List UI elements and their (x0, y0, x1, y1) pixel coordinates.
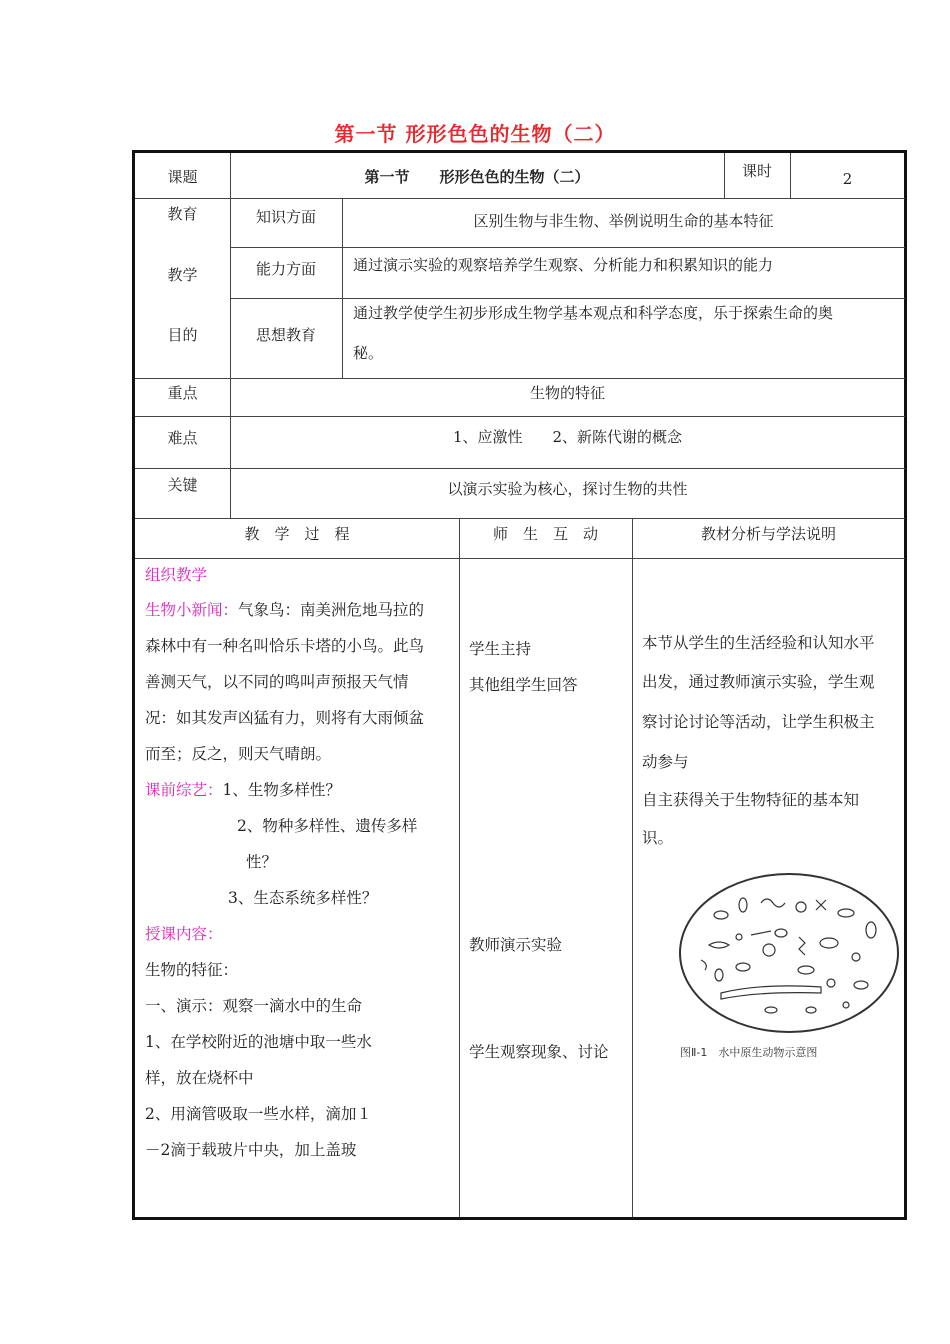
hours-value: 2 (842, 170, 853, 188)
content-line2: 一、演示：观察一滴水中的生命 (145, 997, 363, 1015)
organize-teaching: 组织教学 (145, 566, 208, 584)
divider (459, 518, 460, 1217)
ability-text: 通过演示实验的观察培养学生观察、分析能力和积累知识的能力 (353, 256, 774, 274)
news-line1 (145, 598, 424, 620)
analysis-line6: 识。 (642, 829, 674, 847)
pre-class-q1-text: 1、生物多样性？ (222, 781, 341, 799)
pre-class-q1 (145, 778, 341, 800)
content-line6: －2滴于载玻片中央，加上盖玻 (145, 1141, 357, 1159)
key-label: 关键 (167, 476, 198, 494)
news-line4: 况：如其发声凶猛有力，则将有大雨倾盆 (145, 709, 425, 727)
figure-caption: 图Ⅱ-1 水中原生动物示意图 (680, 1046, 818, 1059)
knowledge-label: 知识方面 (255, 208, 316, 226)
pre-class-label: 课前综艺： (145, 781, 223, 799)
column-header-analysis: 教材分析与学法说明 (700, 525, 836, 543)
interaction-line3: 教师演示实验 (469, 936, 563, 954)
idea-text-line1: 通过教学使学生初步形成生物学基本观点和科学态度，乐于探索生命的奥 (353, 304, 834, 322)
divider (230, 298, 905, 299)
divider (135, 198, 905, 199)
key-text: 以演示实验为核心，探讨生物的共性 (447, 480, 688, 498)
news-line5: 而至；反之，则天气晴朗。 (145, 745, 332, 763)
news-line3: 善测天气，以不同的鸣叫声预报天气情 (145, 673, 409, 691)
key-point-label: 重点 (167, 384, 198, 402)
interaction-line1: 学生主持 (469, 640, 532, 658)
hours-label: 课时 (741, 162, 772, 180)
idea-label: 思想教育 (255, 326, 316, 344)
knowledge-text: 区别生物与非生物、举例说明生命的基本特征 (473, 212, 774, 230)
goals-label-line3: 目的 (167, 326, 198, 344)
content-line1: 生物的特征： (145, 961, 239, 979)
ability-label: 能力方面 (255, 260, 316, 278)
content-line5: 2、用滴管吸取一些水样，滴加１ (145, 1105, 372, 1123)
idea-text-line2: 秘。 (353, 344, 384, 362)
protozoa-drawing (681, 875, 897, 1031)
divider (135, 558, 905, 559)
analysis-line2: 出发，通过教师演示实验，学生观 (642, 673, 875, 691)
difficulty-label: 难点 (167, 429, 198, 447)
divider (135, 378, 905, 379)
protozoa-figure (679, 873, 899, 1033)
divider (135, 468, 905, 469)
goals-label-line1: 教育 (167, 205, 198, 223)
document-title: 第一节 形形色色的生物（二） (334, 122, 616, 146)
content-line3: 1、在学校附近的池塘中取一些水 (145, 1033, 372, 1051)
analysis-line1: 本节从学生的生活经验和认知水平 (642, 634, 875, 652)
analysis-line4: 动参与 (642, 753, 689, 771)
column-header-process: 教 学 过 程 (244, 525, 350, 543)
key-point-text: 生物的特征 (529, 384, 605, 402)
topic-value: 第一节 形形色色的生物（二） (364, 168, 590, 186)
interaction-line4: 学生观察现象、讨论 (469, 1043, 609, 1061)
analysis-line3: 察讨论讨论等活动，让学生积极主 (642, 713, 875, 731)
divider (230, 247, 905, 248)
divider (135, 518, 905, 519)
news-label: 生物小新闻： (145, 601, 239, 619)
news-text: 气象鸟：南美洲危地马拉的 (238, 601, 425, 619)
content-label: 授课内容： (145, 925, 223, 943)
news-line2: 森林中有一种名叫恰乐卡塔的小鸟。此鸟 (145, 637, 425, 655)
pre-class-q2b: 性？ (246, 853, 278, 871)
goals-label-line2: 教学 (167, 266, 198, 284)
interaction-line2: 其他组学生回答 (469, 676, 578, 694)
topic-label: 课题 (167, 168, 198, 186)
column-header-interaction: 师 生 互 动 (492, 525, 598, 543)
difficulty-text: 1、应激性 2、新陈代谢的概念 (452, 428, 683, 446)
pre-class-q3: 3、生态系统多样性？ (228, 889, 378, 907)
pre-class-q2a: 2、物种多样性、遗传多样 (237, 817, 418, 835)
divider (135, 416, 905, 417)
divider (632, 518, 633, 1217)
analysis-line5: 自主获得关于生物特征的基本知 (642, 791, 860, 809)
content-line4: 样，放在烧杯中 (145, 1069, 254, 1087)
